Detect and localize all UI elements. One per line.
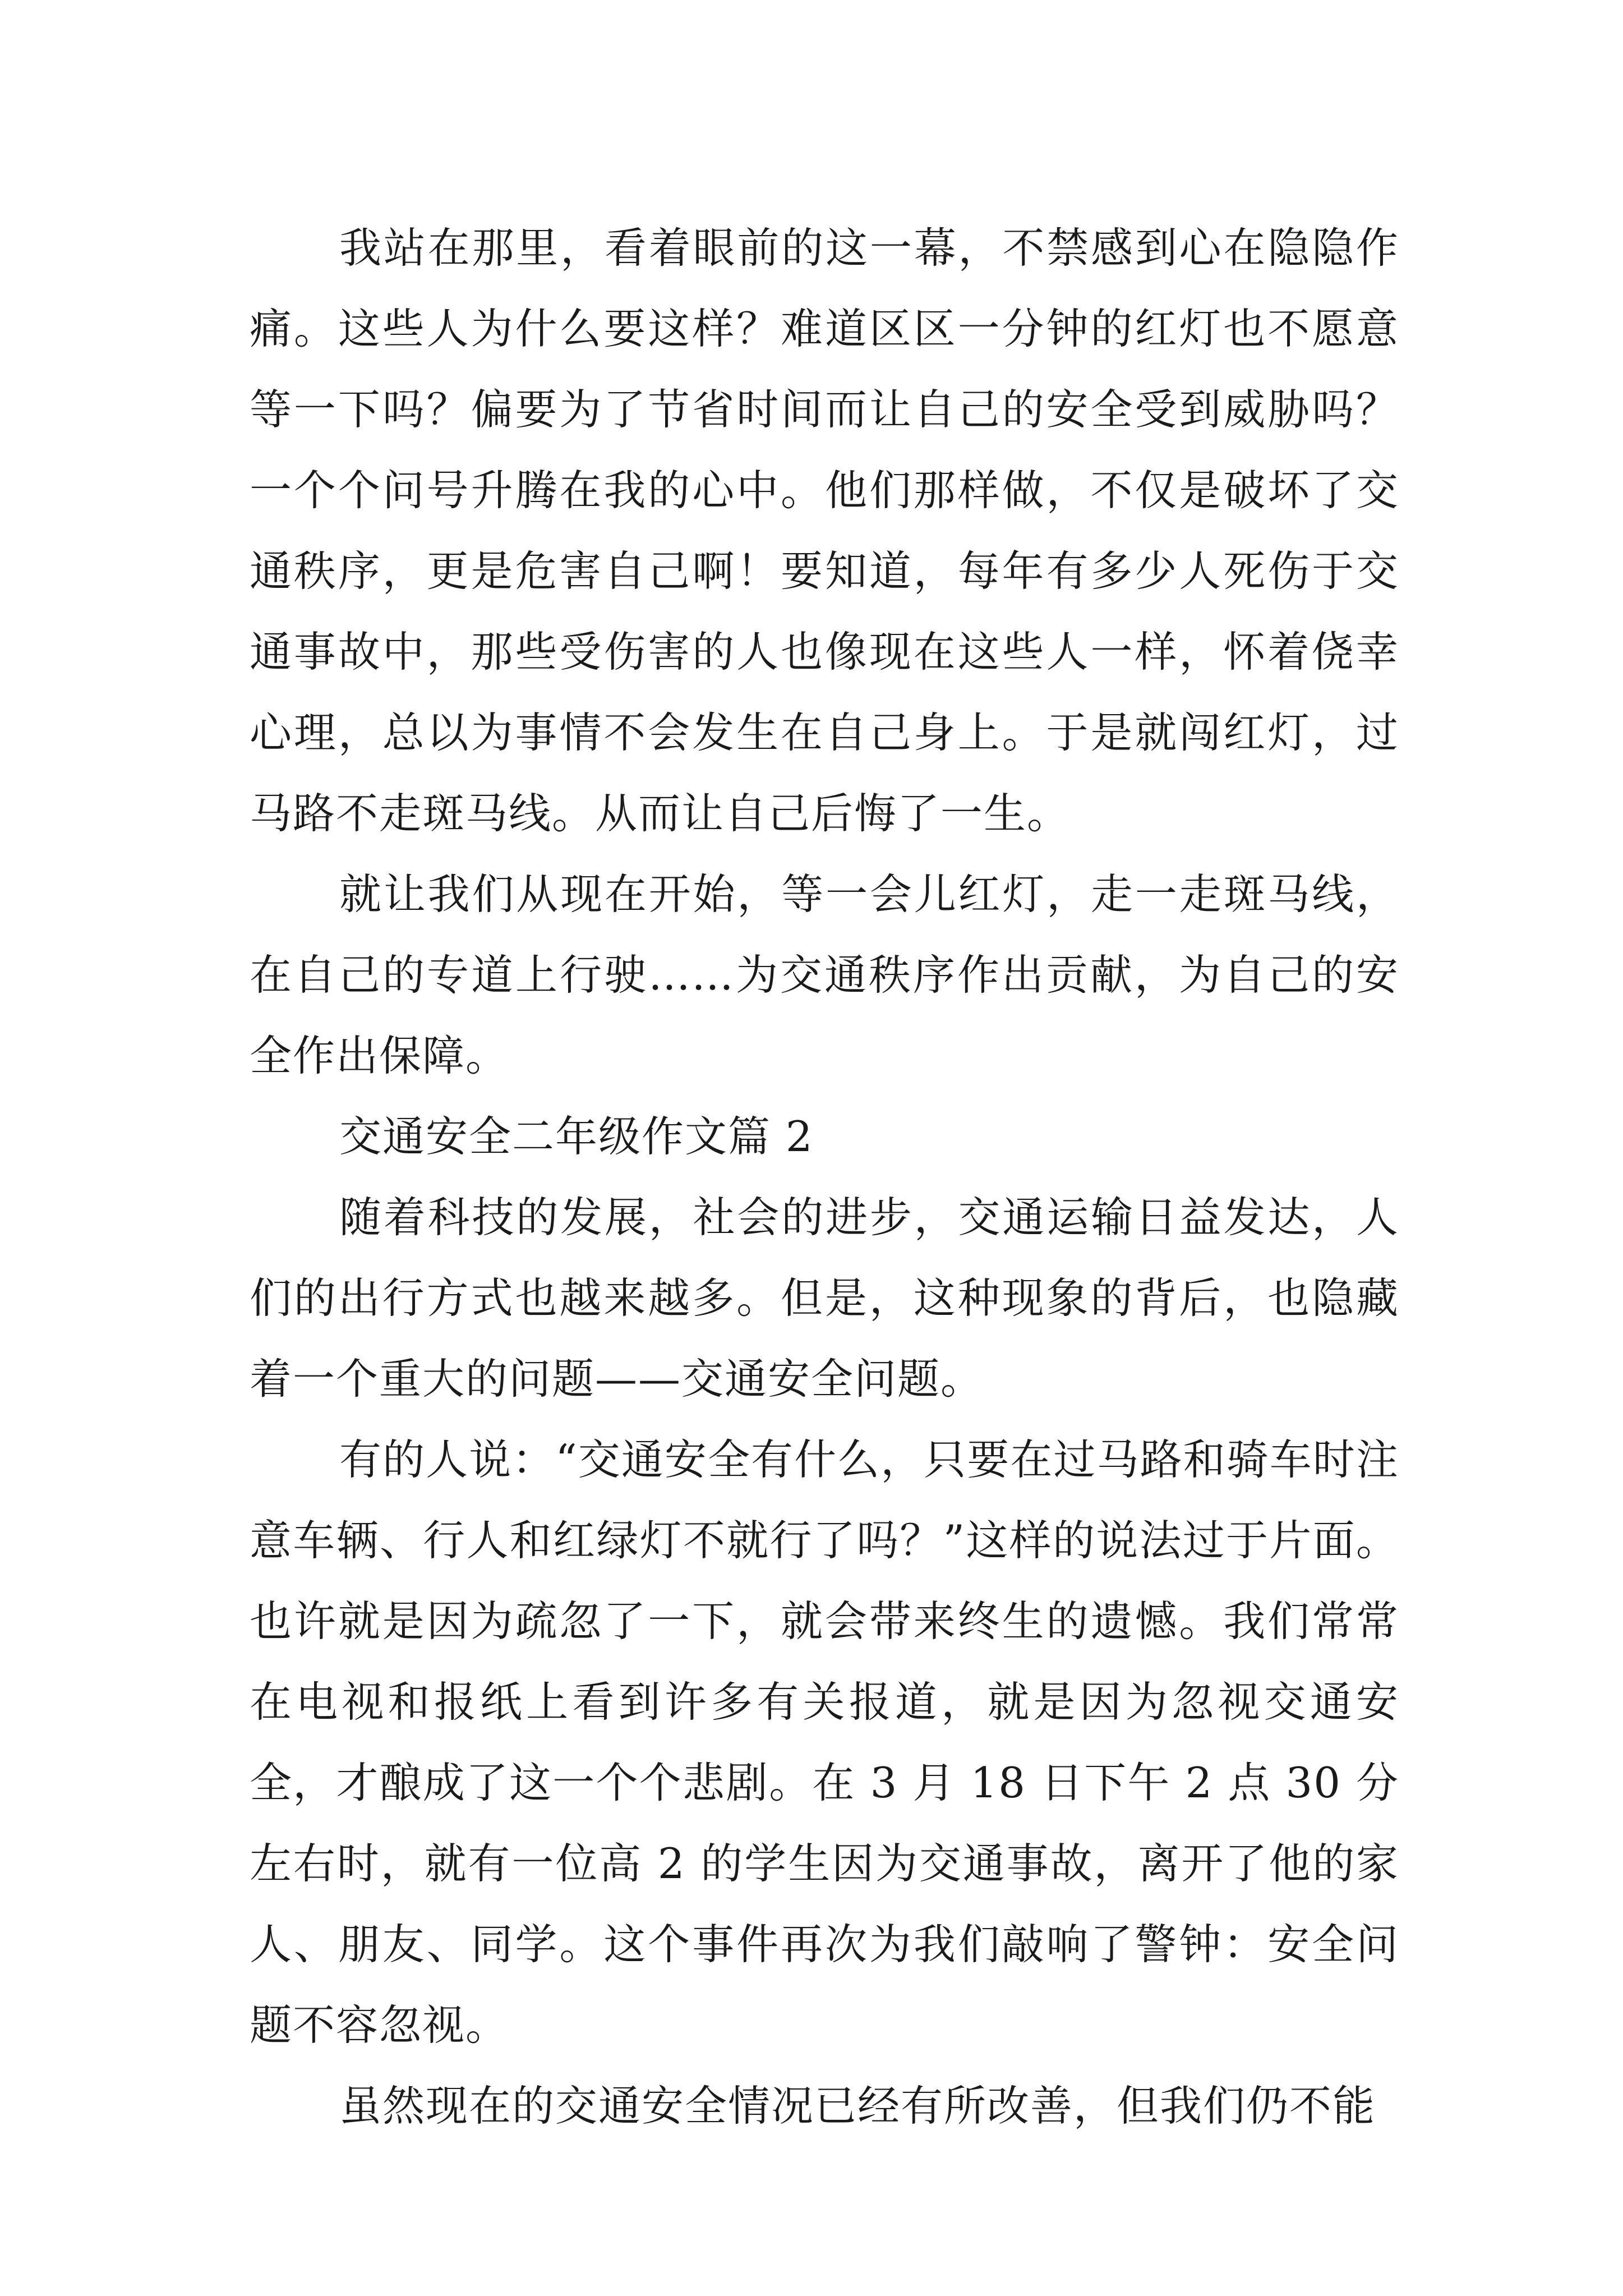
paragraph-5: 虽然现在的交通安全情况已经有所改善，但我们仍不能	[339, 2081, 1376, 2131]
section-heading: 交通安全二年级作文篇 2	[339, 1112, 814, 1161]
paragraph-2: 就让我们从现在开始，等一会儿红灯，走一走斑马线，在自己的专道上行驶……为交通秩序作出贡献，为自己的安全作出保障。	[250, 869, 1399, 1080]
paragraph-3: 随着科技的发展，社会的进步，交通运输日益发达，人们的出行方式也越来越多。但是，这种现象的背后，也隐藏着一个重大的问题——交通安全问题。	[250, 1193, 1399, 1404]
paragraph-1: 我站在那里，看着眼前的这一幕，不禁感到心在隐隐作痛。这些人为什么要这样？难道区区一分钟的红灯也不愿意等一下吗？偏要为了节省时间而让自己的安全受到威胁吗？一个个问号升腾在我的心中。他们那样做，不仅是破坏了交通秩序，更是危害自己啊！要知道，每年有多少人死伤于交通事故中，那些受伤害的人也像现在这些人一样，怀着侥幸心理，总以为事情不会发生在自己身上。于是就闯红灯，过马路不走斑马线。从而让自己后悔了一生。	[250, 223, 1399, 838]
paragraph-4: 有的人说：“交通安全有什么，只要在过马路和骑车时注意车辆、行人和红绿灯不就行了吗？”这样的说法过于片面。也许就是因为疏忽了一下，就会带来终生的遗憾。我们常常在电视和报纸上看到许多有关报道，就是因为忽视交通安全，才酿成了这一个个悲剧。在 3 月 18 日下午 2 点 30 分左右时，就有一位高 2 的学生因为交通事故，离开了他的家人、朋友、同学。这个事件再次为我们敲响了警钟：安全问题不容忽视。	[250, 1435, 1399, 2050]
document-page	[250, 208, 1399, 2146]
